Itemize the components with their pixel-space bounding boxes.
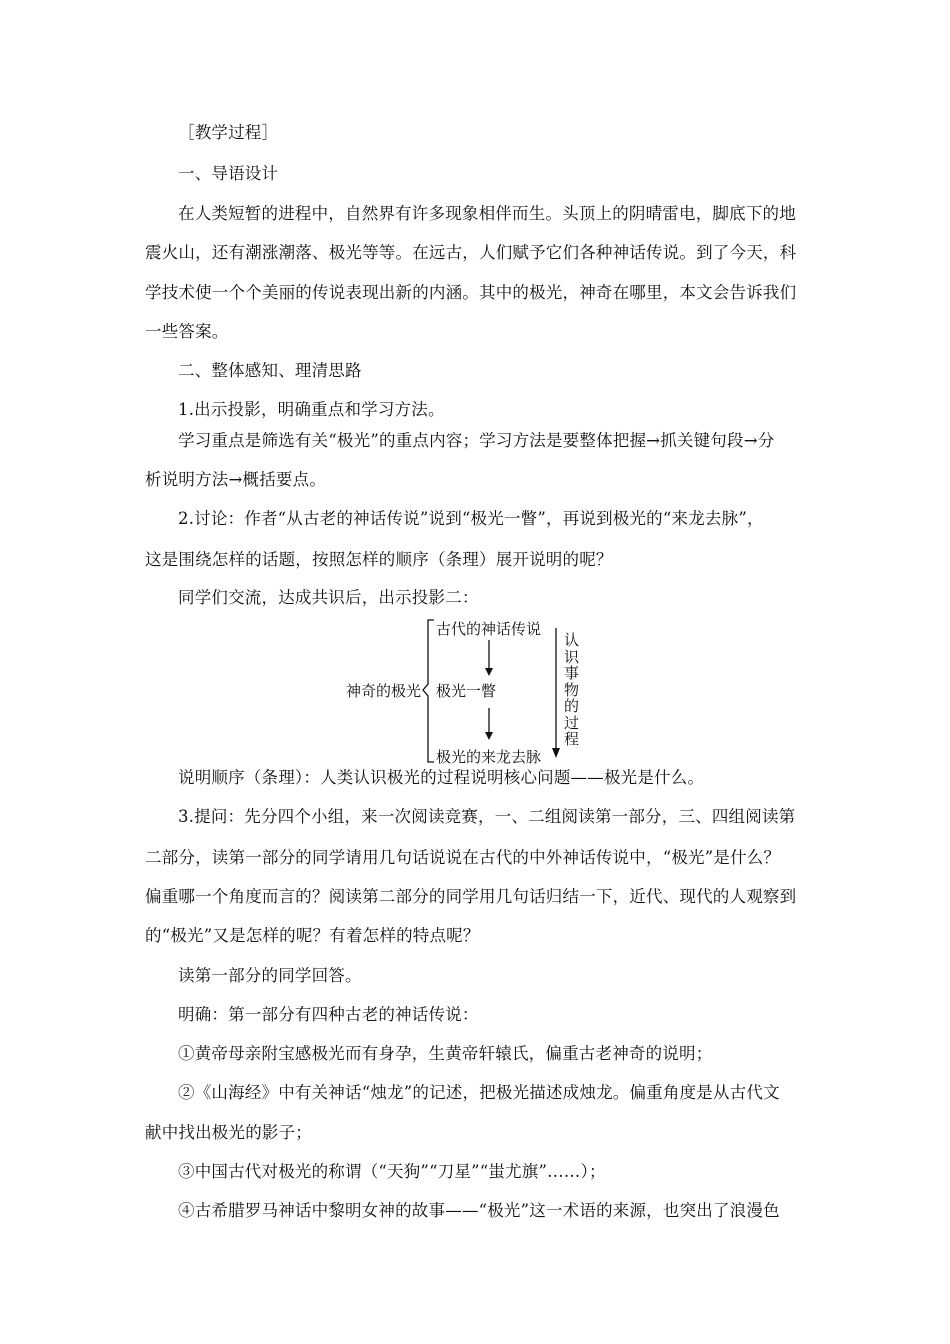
paragraph-line: 同学们交流，达成共识后，出示投影二： xyxy=(178,588,479,607)
paragraph-line: 读第一部分的同学回答。 xyxy=(178,966,362,985)
paragraph-line: 3.提问：先分四个小组，来一次阅读竞赛，一、二组阅读第一部分，三、四组阅读第 xyxy=(178,807,796,826)
paragraph-line: 1.出示投影，明确重点和学习方法。 xyxy=(178,400,445,419)
paragraph-line: 析说明方法→概括要点。 xyxy=(145,470,327,489)
paragraph-line: 献中找出极光的影子； xyxy=(145,1123,312,1142)
paragraph-line: 明确：第一部分有四种古老的神话传说： xyxy=(178,1005,479,1024)
list-item: ③中国古代对极光的称谓（“天狗”“刀星”“蚩尤旗”……）； xyxy=(178,1162,606,1181)
paragraph-line: 学习重点是筛选有关“极光”的重点内容；学习方法是要整体把握→抓关键句段→分 xyxy=(178,431,775,450)
diagram-item-label: 极光的来龙去脉 xyxy=(436,748,542,766)
paragraph-line: 二部分，读第一部分的同学请用几句话说说在古代的中外神话传说中，“极光”是什么？ xyxy=(145,848,781,867)
list-item: ④古希腊罗马神话中黎明女神的故事——“极光”这一术语的来源，也突出了浪漫色 xyxy=(178,1201,780,1220)
subheading: 二、整体感知、理清思路 xyxy=(178,361,362,380)
paragraph-line: 的“极光”又是怎样的呢？有着怎样的特点呢？ xyxy=(145,926,480,945)
list-item: ①黄帝母亲附宝感极光而有身孕，生黄帝轩辕氏，偏重古老神奇的说明； xyxy=(178,1044,713,1063)
paragraph-line: 这是围绕怎样的话题，按照怎样的顺序（条理）展开说明的呢？ xyxy=(145,550,613,569)
paragraph-line: 偏重哪一个角度而言的？阅读第二部分的同学用几句话归结一下，近代、现代的人观察到 xyxy=(145,887,797,906)
paragraph-line: 2.讨论：作者“从古老的神话传说”说到“极光一瞥”，再说到极光的“来龙去脉”， xyxy=(178,509,764,528)
paragraph-line: 在人类短暂的进程中，自然界有许多现象相伴而生。头顶上的阴晴雷电，脚底下的地 xyxy=(178,204,796,223)
paragraph-line: 震火山，还有潮涨潮落、极光等等。在远古，人们赋予它们各种神话传说。到了今天，科 xyxy=(145,243,797,262)
paragraph-line: 说明顺序（条理）：人类认识极光的过程说明核心问题——极光是什么。 xyxy=(178,768,705,787)
diagram-item-label: 古代的神话传说 xyxy=(436,620,542,638)
structure-diagram xyxy=(330,612,600,770)
diagram-side-label: 认识事物的过程 xyxy=(564,631,580,748)
paragraph-line: 一些答案。 xyxy=(145,322,229,341)
section-heading: ［教学过程］ xyxy=(178,123,279,142)
list-item: ②《山海经》中有关神话“烛龙”的记述，把极光描述成烛龙。偏重角度是从古代文 xyxy=(178,1083,780,1102)
subheading: 一、导语设计 xyxy=(178,164,279,183)
diagram-root-label: 神奇的极光 xyxy=(346,682,422,700)
paragraph-line: 学技术使一个个美丽的传说表现出新的内涵。其中的极光，神奇在哪里，本文会告诉我们 xyxy=(145,283,797,302)
diagram-item-label: 极光一瞥 xyxy=(436,682,497,700)
